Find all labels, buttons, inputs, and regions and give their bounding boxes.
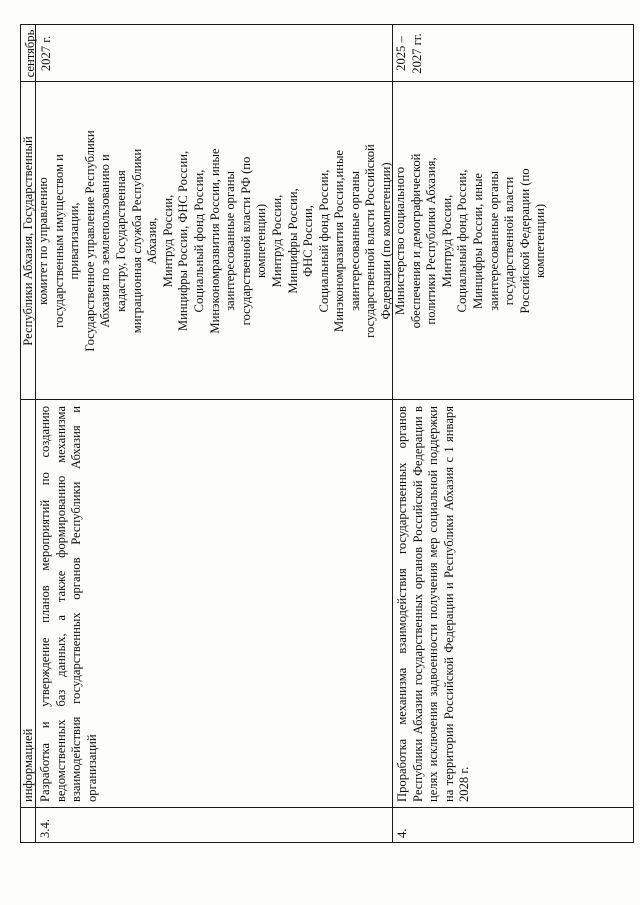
responsible-cell [392, 82, 633, 400]
responsible-line: Абхазия по землепользованию и [98, 154, 113, 328]
responsible-line: приватизации, [67, 202, 82, 280]
responsible-cell [35, 82, 392, 400]
responsible-line: Абхазия, [145, 217, 160, 265]
deadline-line: 2025 – [394, 36, 408, 71]
responsible-line: Минтруд России, [160, 194, 175, 288]
task-text: Проработка механизма взаимодействия государственных органов Республики Абхазии государственных органов Российской Федерации в целях исключения задвоенности получения мер социальной поддержки на территории Российской Федерации и Республики Абхазия с 1 января 2028 г. [395, 406, 472, 802]
responsible-line: Социальный фонд России, [455, 169, 470, 313]
responsible-line: Социальный фонд России, [316, 169, 331, 313]
responsible-line: заинтересованные органы [223, 171, 238, 311]
responsible-line: государственным имуществом и [51, 154, 66, 328]
deadline-line: 2027 гг. [409, 33, 424, 74]
responsible-line: Минтруд России, [439, 194, 454, 288]
header-task-text: информацией [21, 728, 35, 802]
responsible-line: политики Республики Абхазия, [424, 157, 439, 325]
responsible-line: кадастру, Государственная [113, 170, 128, 312]
row-number: 3.4. [38, 819, 52, 838]
responsible-line: Минтруд России, [269, 194, 284, 288]
responsible-line: обеспечения и демографической [408, 153, 423, 329]
task-text: Разработка и утверждение планов мероприятий по созданию ведомственных баз данных, а также формированию механизма взаимодействия государственных органов Республики Абхазия и организаций [38, 406, 99, 802]
responsible-line: Министерство социального [393, 166, 407, 316]
header-task-cell [21, 400, 35, 808]
responsible-line: Государственное управление Республики [82, 130, 97, 352]
deadline-cell [21, 25, 392, 82]
responsible-line: Минцифры России, иные [470, 173, 485, 310]
responsible-line: ФНС России, [301, 205, 316, 277]
responsible-line: Минэкономразвития России, иные [207, 148, 222, 334]
responsible-line: государственной власти РФ (по [238, 156, 253, 326]
deadline-line: сентябрь [23, 29, 37, 78]
responsible-line: государственной власти Российской [363, 144, 378, 338]
responsible-line: миграционная служба Республики [129, 148, 144, 334]
task-cell [392, 400, 633, 808]
responsible-line: Российской Федерации (по [517, 168, 532, 314]
deadline-cell [392, 25, 633, 82]
responsible-line: Федерации (по компетенции) [379, 162, 394, 320]
task-cell [35, 400, 392, 808]
header-responsible-cell [21, 82, 35, 400]
deadline-line: 2027 г. [38, 35, 53, 72]
responsible-line: заинтересованные органы [486, 171, 501, 311]
header-responsible-text: Республики Абхазия, Государственный [21, 136, 35, 346]
responsible-line: Социальный фонд России, [191, 169, 206, 313]
responsible-line: компетенции) [533, 203, 548, 279]
measures-table [20, 24, 634, 843]
responsible-line: компетенции) [254, 203, 269, 279]
row-number-cell [392, 808, 633, 842]
row-number: 4. [395, 828, 409, 838]
row-number-cell [35, 808, 392, 842]
responsible-line: заинтересованные органы [347, 171, 362, 311]
responsible-line: Минцифры России, [285, 188, 300, 294]
responsible-line: Минцифры России, ФНС России, [176, 150, 191, 332]
responsible-line: Минэкономразвития России,иные [332, 150, 347, 332]
responsible-line: государственной власти [502, 176, 517, 306]
responsible-line: комитет по управлению [36, 177, 50, 305]
